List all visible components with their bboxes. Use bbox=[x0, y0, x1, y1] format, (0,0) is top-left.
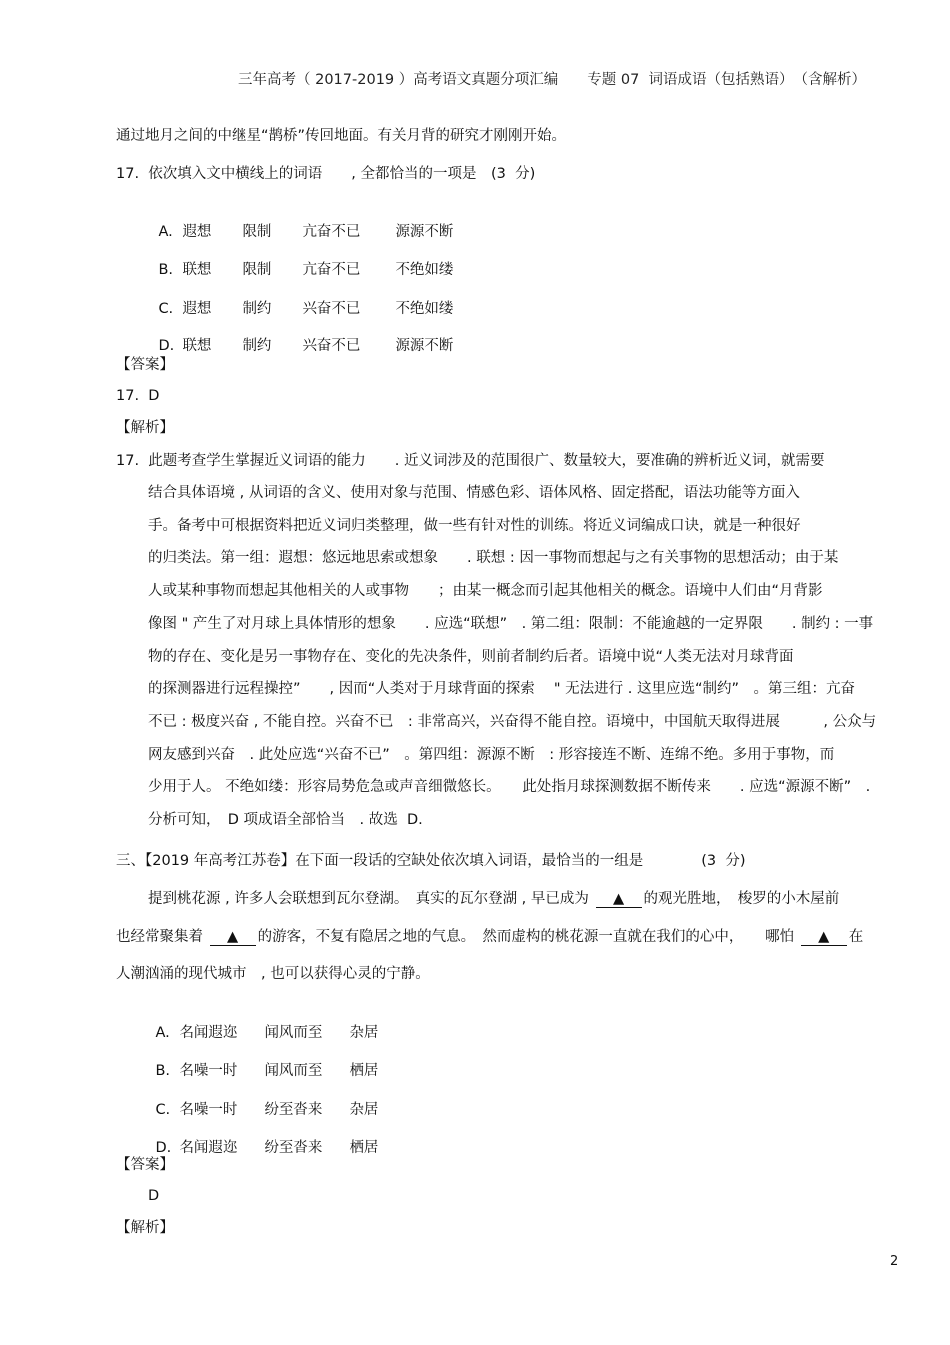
analysis-line: 不已 : 极度兴奋 , 不能自控。兴奋不已 : 非常高兴，兴奋得不能自控。语境中，中国航天取得进展 , 公众与 bbox=[148, 714, 877, 730]
option-a: A. 名闻遐迩 闻风而至 杂居 bbox=[155, 1025, 379, 1041]
answer-text: D bbox=[148, 1188, 160, 1204]
analysis-label: 【解析】 bbox=[116, 1220, 174, 1236]
analysis-line: 物的存在、变化是另一事物存在、变化的先决条件，则前者制约后者。语境中说“人类无法对月球背面 bbox=[148, 649, 794, 665]
analysis-line: 的归类法。第一组：遐想：悠远地思索或想象 . 联想 : 因一事物而想起与之有关事物的思想活动；由于某 bbox=[148, 550, 839, 566]
option-b: B. 联想 限制 亢奋不已 不绝如缕 bbox=[158, 262, 454, 278]
answer-text: 17. D bbox=[116, 388, 160, 404]
page-header: 三年高考（ 2017-2019 ）高考语文真题分项汇编 专题 07 词语成语（包括熟语） （含解析） bbox=[238, 72, 867, 88]
question-17-stem: 17. 依次填入文中横线上的词语 , 全都恰当的一项是 (3 分) bbox=[116, 166, 536, 182]
intro-line: 通过地月之间的中继星“鹊桥”传回地面。有关月背的研究才刚刚开始。 bbox=[116, 128, 567, 144]
passage-line-1: 提到桃花源 , 许多人会联想到瓦尔登湖。 真实的瓦尔登湖 , 早已成为 ▲ 的观光胜地， 梭罗的小木屋前 bbox=[148, 891, 840, 907]
analysis-line: 手。备考中可根据资料把近义词归类整理，做一些有针对性的训练。将近义词编成口诀，就是一种很好 bbox=[148, 518, 801, 534]
blank-1: ▲ bbox=[596, 891, 642, 908]
blank-2: ▲ bbox=[210, 929, 256, 946]
option-c: C. 遐想 制约 兴奋不已 不绝如缕 bbox=[158, 301, 454, 317]
option-d: D. 联想 制约 兴奋不已 源源不断 bbox=[158, 338, 454, 354]
answer-label: 【答案】 bbox=[116, 357, 174, 373]
question-3-stem: 三、【2019 年高考江苏卷】在下面一段话的空缺处依次填入词语，最恰当的一组是 (3 分) bbox=[116, 853, 746, 869]
analysis-line: 少用于人。 不绝如缕：形容局势危急或声音细微悠长。 此处指月球探测数据不断传来 . 应选“源源不断” . bbox=[148, 779, 871, 795]
analysis-line: 的探测器进行远程操控” , 因而“人类对于月球背面的探索 " 无法进行 . 这里应选“制约” 。第三组：亢奋 bbox=[148, 681, 855, 697]
analysis-line: 结合具体语境 , 从词语的含义、使用对象与范围、情感色彩、语体风格、固定搭配，语法功能等方面入 bbox=[148, 485, 800, 501]
analysis-line: 分析可知， D 项成语全部恰当 . 故选 D. bbox=[148, 812, 423, 828]
passage-line-2: 也经常聚集着 ▲ 的游客，不复有隐居之地的气息。 然而虚构的桃花源一直就在我们的心中， 哪怕 ▲ 在 bbox=[116, 929, 864, 945]
answer-label: 【答案】 bbox=[116, 1157, 174, 1173]
analysis-line: 网友感到兴奋 . 此处应选“兴奋不已” 。第四组：源源不断 : 形容接连不断、连绵不绝。多用于事物，而 bbox=[148, 747, 835, 763]
option-a: A. 遐想 限制 亢奋不已 源源不断 bbox=[158, 224, 454, 240]
analysis-line: 像图 " 产生了对月球上具体情形的想象 . 应选“联想” . 第二组：限制：不能逾越的一定界限 . 制约 : 一事 bbox=[148, 616, 874, 632]
analysis-line: 17. 此题考查学生掌握近义词语的能力 . 近义词涉及的范围很广、数量较大，要准确的辨析近义词，就需要 bbox=[116, 453, 825, 469]
passage-line-3: 人潮汹涌的现代城市 , 也可以获得心灵的宁静。 bbox=[116, 966, 430, 982]
blank-3: ▲ bbox=[801, 929, 847, 946]
analysis-line: 人或某种事物而想起其他相关的人或事物 ；由某一概念而引起其他相关的概念。语境中人们由“月背影 bbox=[148, 583, 823, 599]
option-c: C. 名噪一时 纷至沓来 杂居 bbox=[155, 1102, 379, 1118]
option-b: B. 名噪一时 闻风而至 栖居 bbox=[155, 1063, 379, 1079]
option-d: D. 名闻遐迩 纷至沓来 栖居 bbox=[155, 1140, 379, 1156]
page-number: 2 bbox=[890, 1254, 899, 1269]
analysis-label: 【解析】 bbox=[116, 420, 174, 436]
